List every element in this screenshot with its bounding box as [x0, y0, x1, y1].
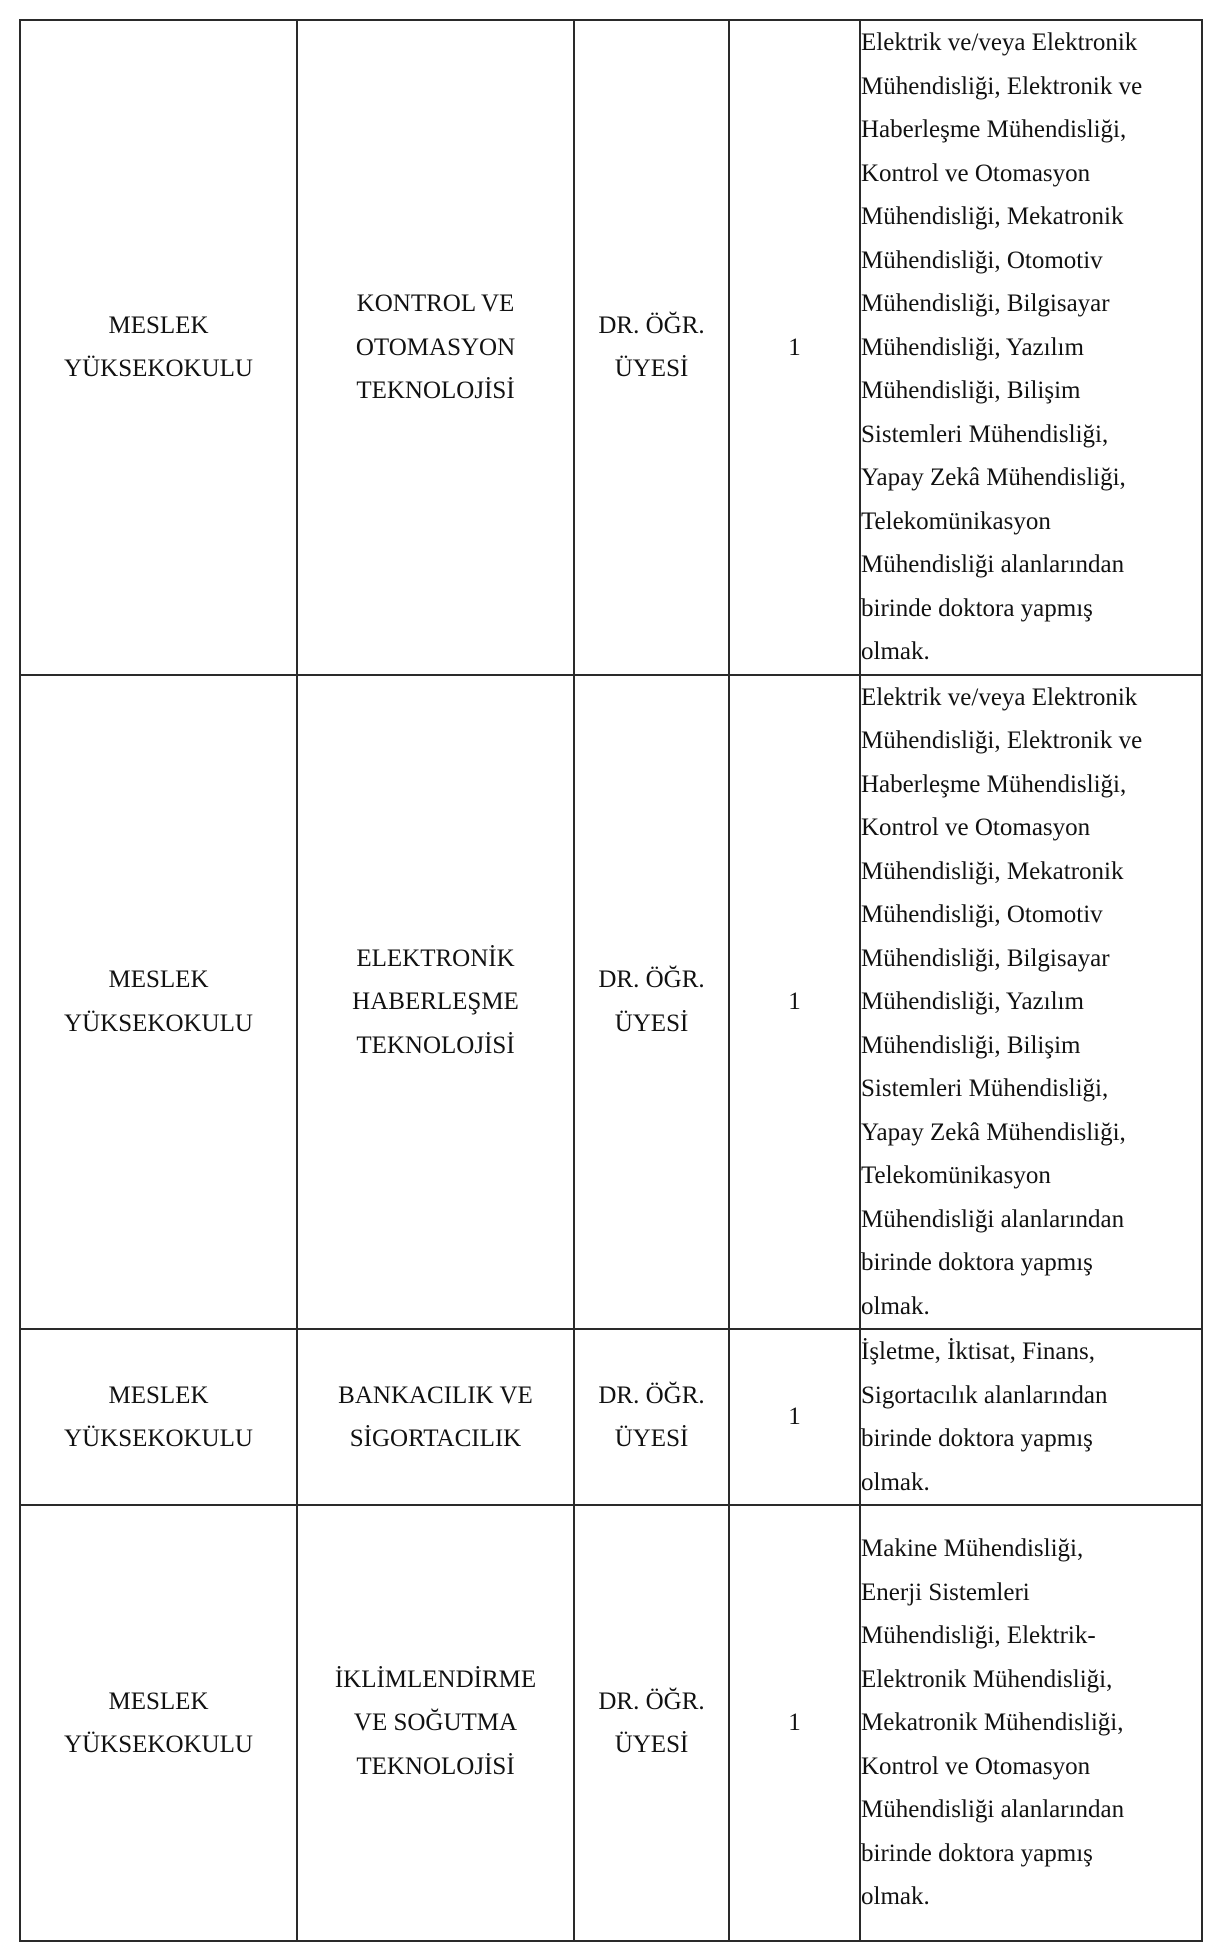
- count-text: 1: [788, 333, 801, 361]
- unit-text: MESLEK YÜKSEKOKULU: [64, 1687, 253, 1758]
- department-cell: [297, 1329, 574, 1505]
- count-cell: [729, 20, 860, 675]
- requirements-text: Elektrik ve/veya Elektronik Mühendisliği, Elektronik ve Haberleşme Mühendisliği, Kontrol ve Otomasyon Mühendisliği, Mekatronik Mühendisliği, Otomotiv Mühendisliği, Bilgisayar Mühendisliği, Yazılım Mühendisliği, Bilişim Sistemleri Mühendisliği, Yapay Zekâ Mühendisliği, Telekomünikasyon Mühendisliği alanlarından birinde doktora yapmış olmak.: [861, 683, 1143, 1320]
- table-row: [20, 675, 1202, 1330]
- department-cell: [297, 1505, 574, 1941]
- positions-table-container: [19, 19, 1203, 1942]
- count-text: 1: [788, 1709, 801, 1737]
- department-text: KONTROL VE OTOMASYON TEKNOLOJİSİ: [355, 290, 516, 404]
- title-text: DR. ÖĞR. ÜYESİ: [598, 1687, 705, 1758]
- positions-table: [19, 19, 1203, 1942]
- requirements-cell: [860, 1329, 1202, 1505]
- count-text: 1: [788, 988, 801, 1015]
- unit-text: MESLEK YÜKSEKOKULU: [64, 1381, 253, 1452]
- requirements-text: İşletme, İktisat, Finans, Sigortacılık alanlarından birinde doktora yapmış olmak.: [861, 1338, 1108, 1496]
- department-cell: [297, 20, 574, 675]
- department-text: İKLİMLENDİRME VE SOĞUTMA TEKNOLOJİSİ: [334, 1665, 537, 1780]
- count-cell: [729, 675, 860, 1330]
- title-text: DR. ÖĞR. ÜYESİ: [598, 1381, 705, 1452]
- title-cell: [574, 1329, 729, 1505]
- unit-cell: [20, 1329, 297, 1505]
- requirements-text: Elektrik ve/veya Elektronik Mühendisliği, Elektronik ve Haberleşme Mühendisliği, Kontrol ve Otomasyon Mühendisliği, Mekatronik Mühendisliği, Otomotiv Mühendisliği, Bilgisayar Mühendisliği, Yazılım Mühendisliği, Bilişim Sistemleri Mühendisliği, Yapay Zekâ Mühendisliği, Telekomünikasyon Mühendisliği alanlarından birinde doktora yapmış olmak.: [861, 29, 1143, 665]
- requirements-text: Makine Mühendisliği, Enerji Sistemleri Mühendisliği, Elektrik- Elektronik Mühendisliği, Mekatronik Mühendisliği, Kontrol ve Otomasyon Mühendisliği alanlarından birinde doktora yapmış olmak.: [861, 1535, 1125, 1911]
- count-cell: [729, 1329, 860, 1505]
- unit-text: MESLEK YÜKSEKOKULU: [64, 311, 253, 383]
- department-text: ELEKTRONİK HABERLEŞME TEKNOLOJİSİ: [352, 944, 519, 1059]
- requirements-cell: [860, 1505, 1202, 1941]
- department-text: BANKACILIK VE SİGORTACILIK: [338, 1381, 533, 1452]
- unit-text: MESLEK YÜKSEKOKULU: [64, 966, 253, 1037]
- title-cell: [574, 20, 729, 675]
- count-cell: [729, 1505, 860, 1941]
- table-row: [20, 20, 1202, 675]
- requirements-cell: [860, 675, 1202, 1330]
- unit-cell: [20, 675, 297, 1330]
- table-row: [20, 1329, 1202, 1505]
- table-row: [20, 1505, 1202, 1941]
- count-text: 1: [788, 1403, 801, 1431]
- title-text: DR. ÖĞR. ÜYESİ: [598, 966, 705, 1037]
- title-cell: [574, 1505, 729, 1941]
- unit-cell: [20, 20, 297, 675]
- title-cell: [574, 675, 729, 1330]
- unit-cell: [20, 1505, 297, 1941]
- department-cell: [297, 675, 574, 1330]
- title-text: DR. ÖĞR. ÜYESİ: [598, 311, 705, 383]
- requirements-cell: [860, 20, 1202, 675]
